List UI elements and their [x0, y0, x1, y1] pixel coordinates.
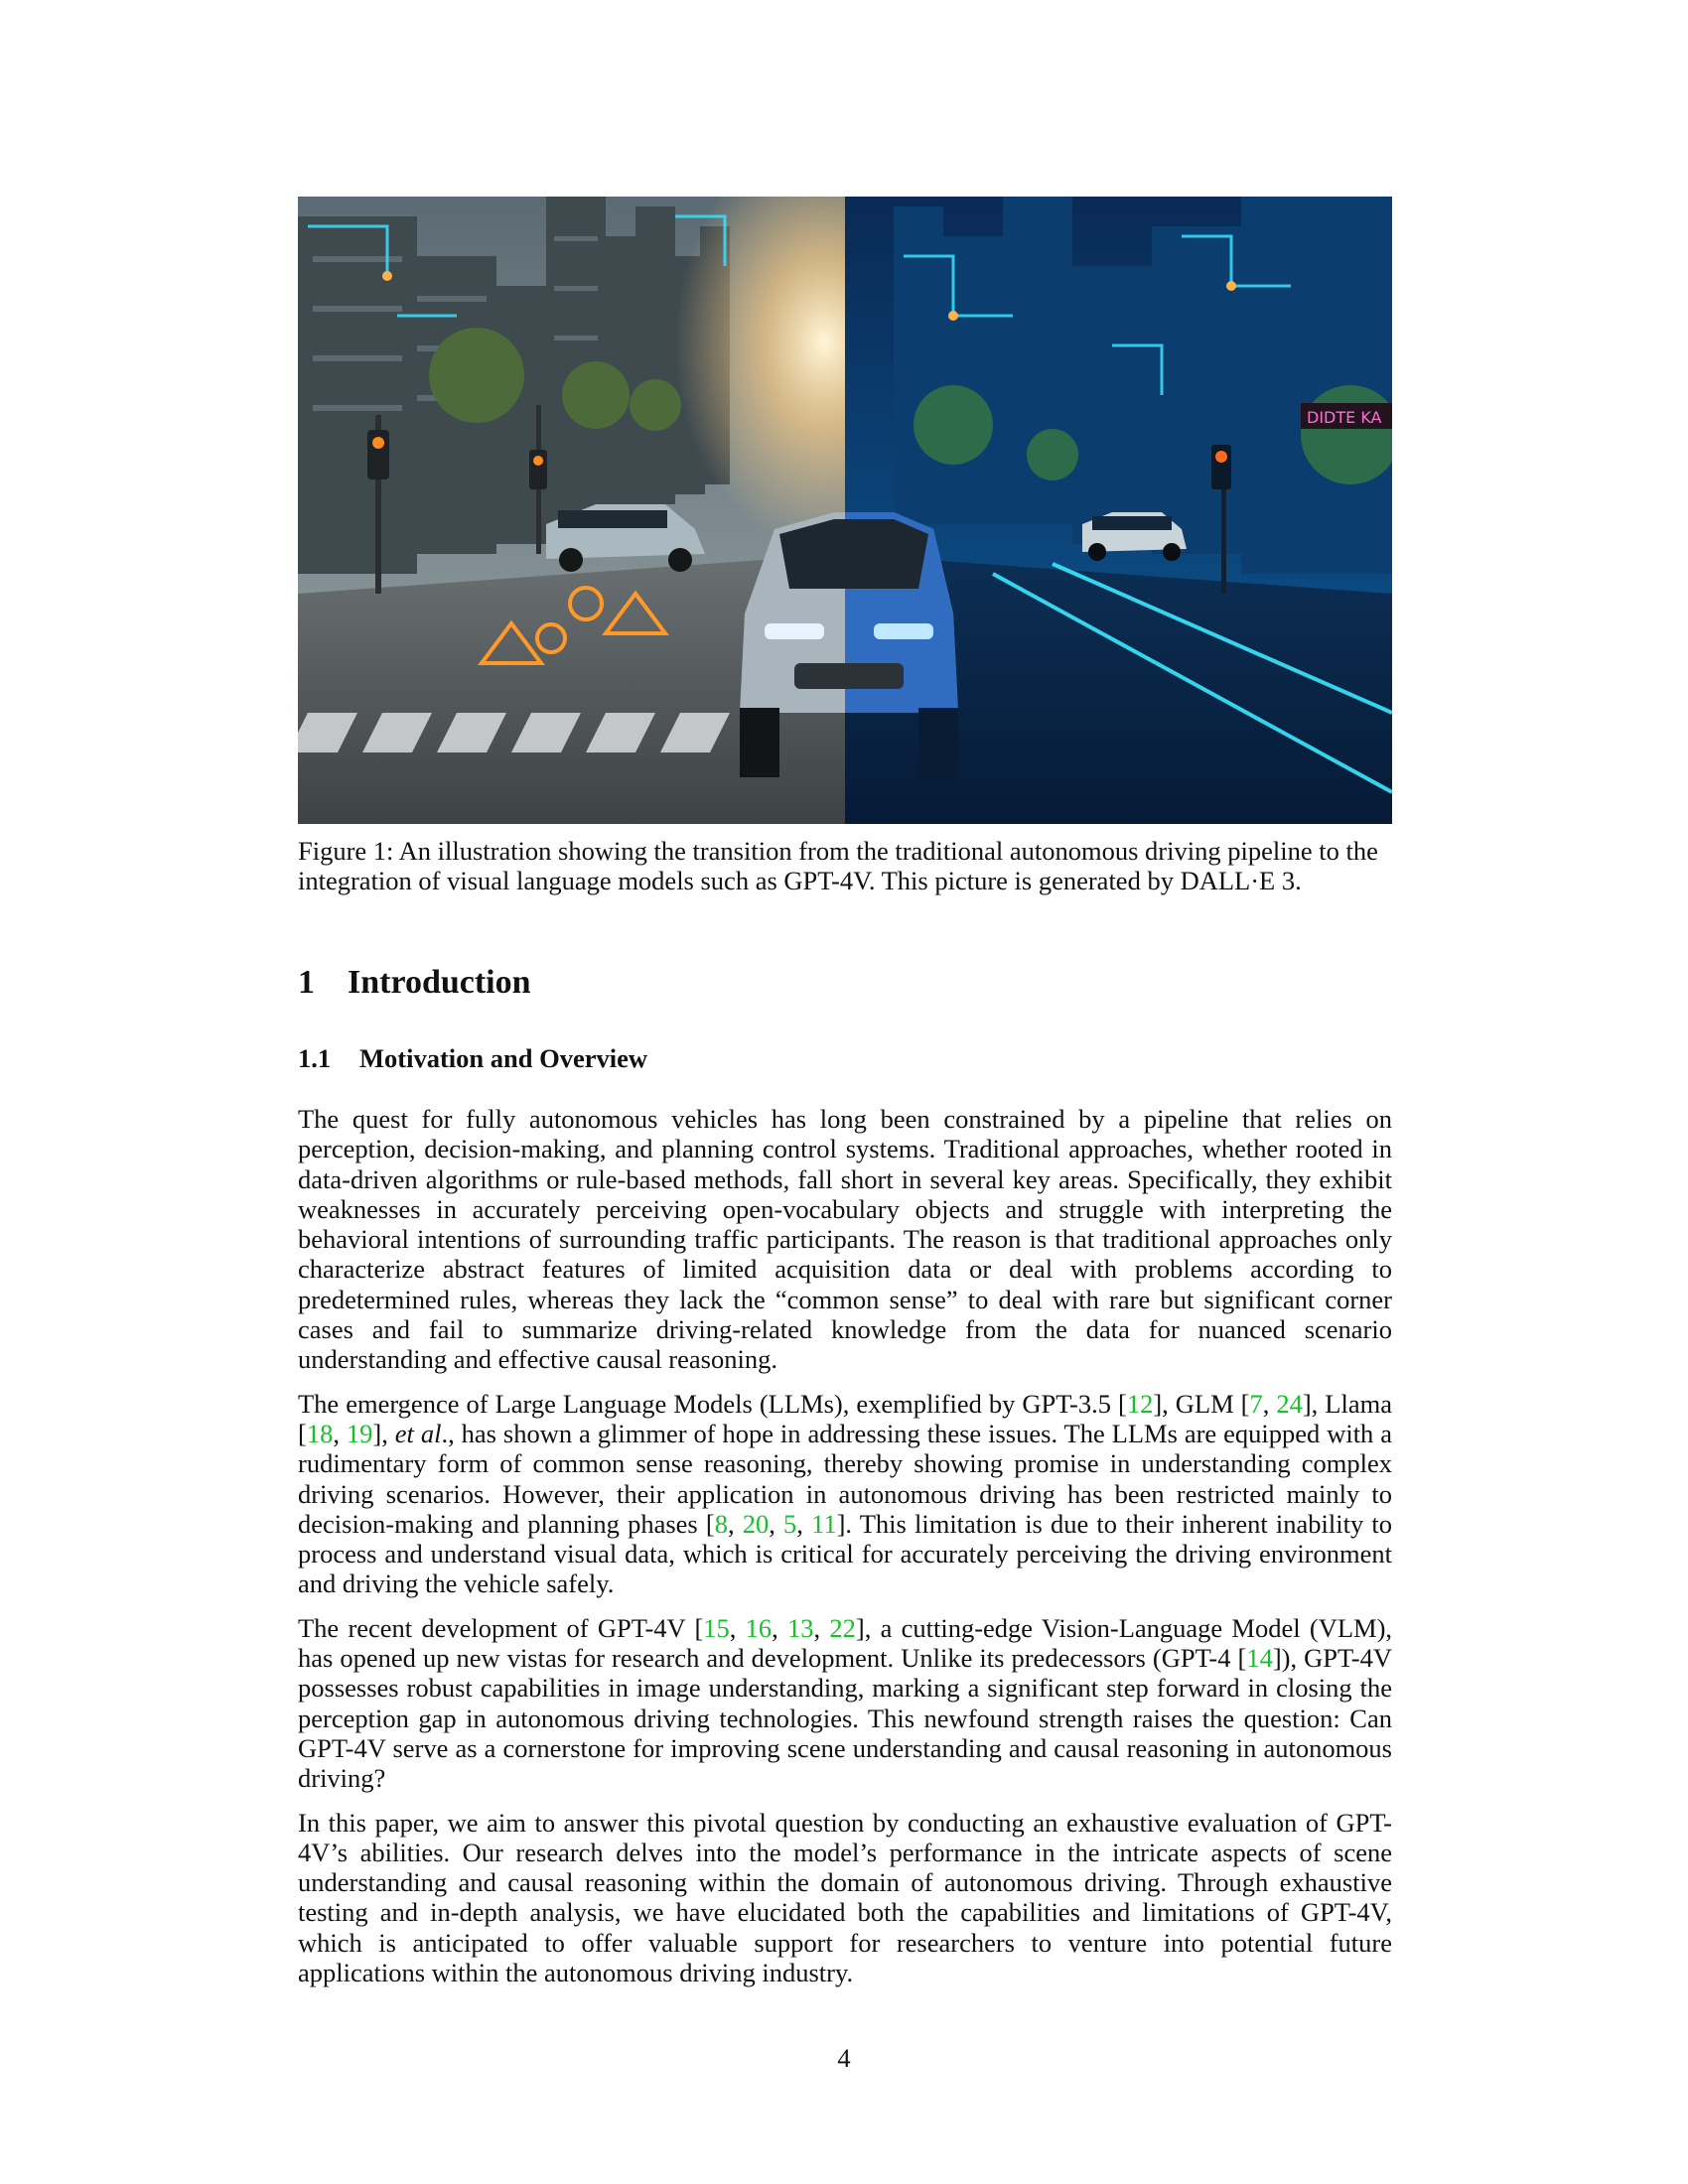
svg-text:DIDTE KA: DIDTE KA: [1307, 408, 1382, 427]
text-run: The recent development of GPT-4V [: [298, 1612, 704, 1643]
subsection-number: 1.1: [298, 1043, 332, 1073]
paragraph-3: [298, 1613, 1392, 1794]
subsection-heading: [298, 1042, 1392, 1074]
text-run: ,: [813, 1612, 830, 1643]
citation-link[interactable]: 8: [714, 1508, 728, 1539]
text-run: ]), GPT-4V possesses robust capabilities in image understanding, marking a significant step forward in closing the perception gap in autonomous driving technologies. This newfound strength raises the question: Can GPT-4V serve as a cornerstone for improving scene understanding and causal reasoning in autonomous driving?: [298, 1643, 1392, 1794]
text-run: The emergence of Large Language Models (LLMs), exemplified by GPT-3.5 [: [298, 1388, 1127, 1419]
citation-link[interactable]: 12: [1126, 1388, 1154, 1419]
paragraph-1: The quest for fully autonomous vehicles has long been constrained by a pipeline that relies on perception, decision-making, and planning control systems. Traditional approaches, whether rooted in data-driven algorithms or rule-based methods, fall short in several key areas. Specifically, they exhibit weaknesses in accurately perceiving open-vocabulary objects and struggle with interpreting the behavioral intentions of surrounding traffic participants. The reason is that traditional approaches only characterize abstract features of limited acquisition data or deal with problems according to predetermined rules, whereas they lack the “common sense” to deal with rare but significant corner cases and fail to summarize driving-related knowledge from the data for nuanced scenario understanding and effective causal reasoning.: [298, 1104, 1392, 1375]
citation-link[interactable]: 19: [346, 1418, 373, 1448]
citation-link[interactable]: 5: [783, 1508, 797, 1539]
text-run: ,: [772, 1612, 788, 1643]
text-run: ,: [769, 1508, 784, 1539]
citation-link[interactable]: 18: [306, 1418, 334, 1448]
paragraph-4: In this paper, we aim to answer this pivotal question by conducting an exhaustive evaluation of GPT-4V’s abilities. Our research delves into the model’s performance in the intricate aspects of scene understanding and causal reasoning within the domain of autonomous driving. Through exhaustive testing and in-depth analysis, we have elucidated both the capabilities and limitations of GPT-4V, which is anticipated to offer valuable support for researchers to venture into potential future applications within the autonomous driving industry.: [298, 1807, 1392, 1988]
citation-link[interactable]: 15: [703, 1612, 730, 1643]
citation-link[interactable]: 22: [829, 1612, 856, 1643]
section-number: 1: [298, 964, 315, 1001]
text-run: ,: [727, 1508, 743, 1539]
text-run: ], GLM [: [1153, 1388, 1250, 1419]
section-title: Introduction: [348, 964, 531, 1001]
body-text: [298, 1104, 1392, 2001]
et-al-text: et al: [394, 1418, 442, 1448]
citation-link[interactable]: 11: [811, 1508, 837, 1539]
citation-link[interactable]: 16: [745, 1612, 773, 1643]
street-scene-illustration: [298, 197, 1392, 824]
paragraph-2: [298, 1389, 1392, 1599]
text-run: ],: [372, 1418, 395, 1448]
text-run: ,: [1262, 1388, 1277, 1419]
text-run: ,: [729, 1612, 746, 1643]
page-number: 4: [837, 2043, 851, 2073]
figure-1-illustration: [298, 197, 1392, 824]
text-run: ], Llama [: [298, 1388, 1392, 1448]
citation-link[interactable]: 7: [1249, 1388, 1263, 1419]
text-run: ], a cutting-edge Vision-Language Model (VLM), has opened up new vistas for research and development. Unlike its predecessors (GPT-4 [: [298, 1612, 1393, 1674]
section-heading: [298, 963, 1392, 1003]
figure-caption: Figure 1: An illustration showing the transition from the traditional autonomous driving pipeline to the integration of visual language models such as GPT-4V. This picture is generated by DALL·E 3.: [298, 836, 1378, 895]
citation-link[interactable]: 14: [1246, 1643, 1273, 1674]
text-run: ., has shown a glimmer of hope in addressing these issues. The LLMs are equipped with a rudimentary form of common sense reasoning, thereby showing promise in understanding complex driving scenarios. However, their application in autonomous driving has been restricted mainly to decision-making and planning phases [: [298, 1418, 1393, 1539]
text-run: ,: [796, 1508, 812, 1539]
text-run: ,: [333, 1418, 347, 1448]
subsection-title: Motivation and Overview: [359, 1043, 647, 1073]
citation-link[interactable]: 24: [1276, 1388, 1303, 1419]
citation-link[interactable]: 13: [787, 1612, 814, 1643]
citation-link[interactable]: 20: [742, 1508, 770, 1539]
storefront-sign: [1301, 403, 1392, 429]
text-run: ]. This limitation is due to their inherent inability to process and understand visual data, which is critical for accurately perceiving the driving environment and driving the vehicle safely.: [298, 1508, 1392, 1599]
